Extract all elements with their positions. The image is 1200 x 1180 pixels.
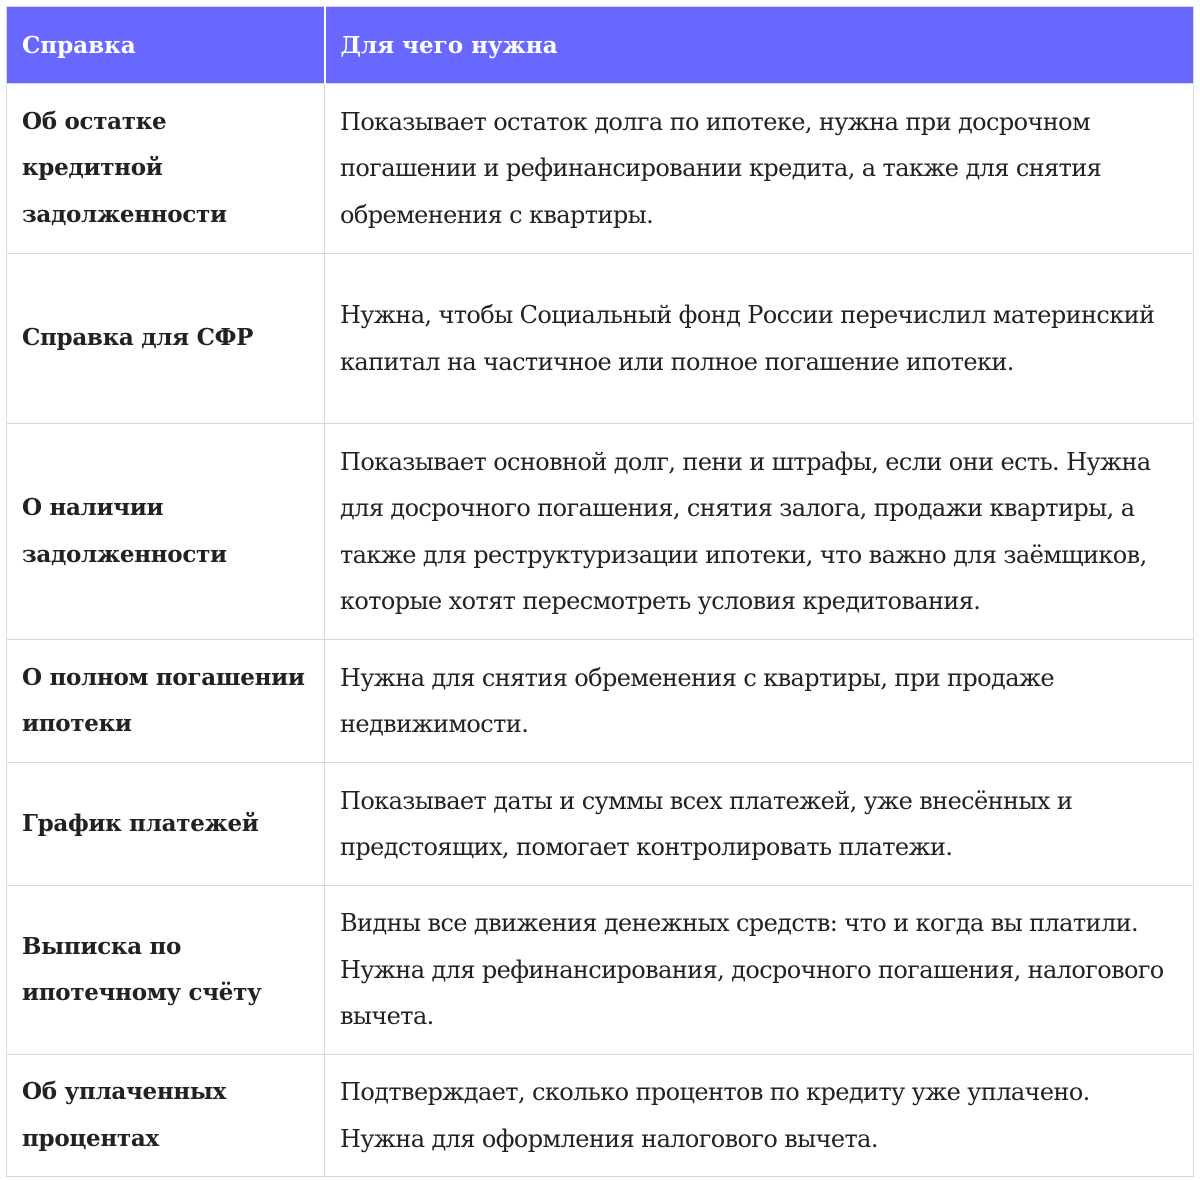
certificate-name: Об уплаченных процентах: [7, 1055, 325, 1177]
certificate-purpose: Показывает даты и суммы всех платежей, уже внесённых и предстоящих, помогает контролировать платежи.: [325, 763, 1194, 886]
certificate-purpose: Подтверждает, сколько процентов по кредиту уже уплачено. Нужна для оформления налогового вычета.: [325, 1055, 1194, 1177]
table-row: [7, 763, 1194, 886]
table-header-row: [7, 7, 1194, 84]
certificate-name: Выписка по ипотечному счёту: [7, 886, 325, 1055]
table-row: [7, 640, 1194, 763]
certificate-name: График платежей: [7, 763, 325, 886]
table-row: [7, 424, 1194, 640]
certificate-name: Об остатке кредитной задолженности: [7, 84, 325, 254]
table-row: [7, 1055, 1194, 1177]
table-row: [7, 886, 1194, 1055]
header-certificate: Справка: [7, 7, 325, 84]
certificate-purpose: Нужна, чтобы Социальный фонд России перечислил материнский капитал на частичное или полное погашение ипотеки.: [325, 254, 1194, 424]
certificate-name: Справка для СФР: [7, 254, 325, 424]
certificate-purpose: Показывает основной долг, пени и штрафы, если они есть. Нужна для досрочного погашения, снятия залога, продажи квартиры, а также для реструктуризации ипотеки, что важно для заёмщиков, которые хотят пересмотреть условия кредитования.: [325, 424, 1194, 640]
table-row: [7, 84, 1194, 254]
table-row: [7, 254, 1194, 424]
certificate-purpose: Видны все движения денежных средств: что и когда вы платили. Нужна для рефинансирования, досрочного погашения, налогового вычета.: [325, 886, 1194, 1055]
certificate-name: О полном погашении ипотеки: [7, 640, 325, 763]
header-purpose: Для чего нужна: [325, 7, 1194, 84]
certificates-table: [6, 6, 1194, 1177]
certificate-purpose: Показывает остаток долга по ипотеке, нужна при досрочном погашении и рефинансировании кредита, а также для снятия обременения с квартиры.: [325, 84, 1194, 254]
certificate-purpose: Нужна для снятия обременения с квартиры, при продаже недвижимости.: [325, 640, 1194, 763]
certificate-name: О наличии задолженности: [7, 424, 325, 640]
